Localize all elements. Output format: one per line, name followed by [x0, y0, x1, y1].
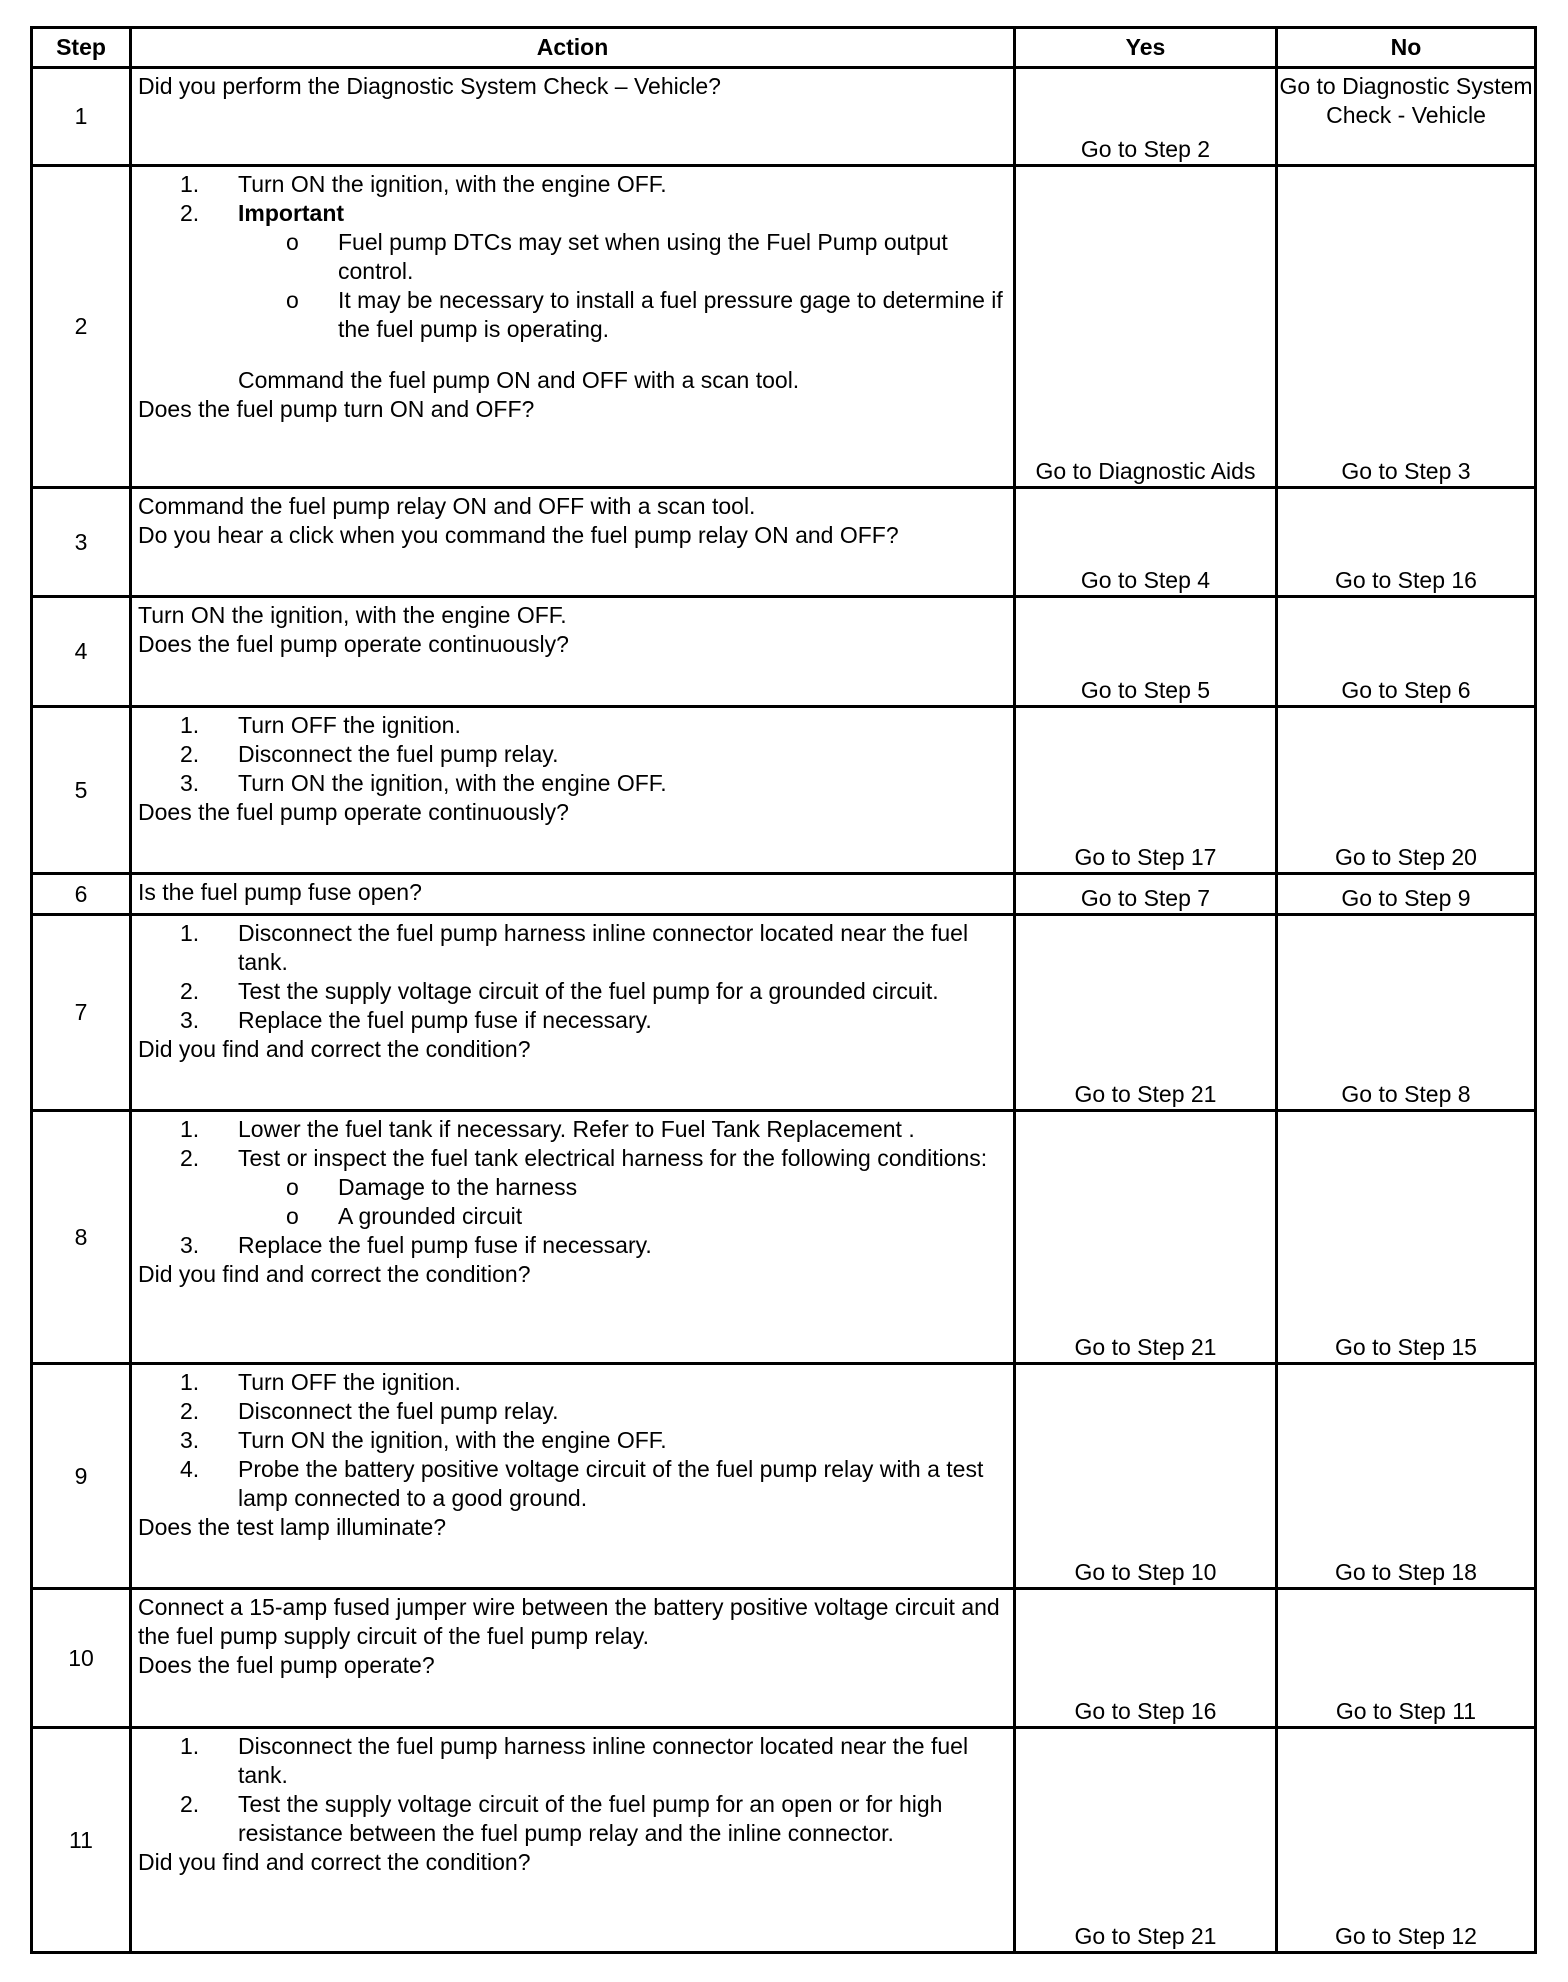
header-no: No	[1277, 28, 1536, 68]
header-action: Action	[131, 28, 1015, 68]
sub-list-item: o A grounded circuit	[286, 1203, 523, 1229]
question-text: Did you find and correct the condition?	[138, 1849, 531, 1875]
question-text: Does the fuel pump operate?	[138, 1652, 435, 1678]
action-text: Command the fuel pump relay ON and OFF with a scan tool.	[138, 493, 756, 519]
list-item: 2. Test the supply voltage circuit of the fuel pump for a grounded circuit.	[180, 978, 939, 1004]
table-row	[32, 707, 1536, 874]
action-cell	[131, 68, 1015, 166]
no-cell: Go to Diagnostic System Check - Vehicle	[1277, 68, 1536, 166]
question-text: Do you hear a click when you command the fuel pump relay ON and OFF?	[138, 522, 899, 548]
step-number: 2	[32, 166, 131, 488]
action-cell	[131, 1728, 1015, 1953]
yes-cell: Go to Step 21	[1015, 915, 1277, 1111]
yes-cell: Go to Step 17	[1015, 707, 1277, 874]
list-item: 4. Probe the battery positive voltage circuit of the fuel pump relay with a test lamp connected to a good ground.	[180, 1456, 984, 1511]
header-step: Step	[32, 28, 131, 68]
list-item: 3. Replace the fuel pump fuse if necessary.	[180, 1007, 652, 1033]
no-cell: Go to Step 9	[1277, 874, 1536, 915]
step-number: 11	[32, 1728, 131, 1953]
action-cell	[131, 915, 1015, 1111]
table-row	[32, 166, 1536, 488]
diagnostic-table	[30, 26, 1537, 1954]
step-list	[138, 1732, 1009, 1848]
action-text: Connect a 15-amp fused jumper wire between the battery positive voltage circuit and the fuel pump supply circuit of the fuel pump relay.	[138, 1594, 1000, 1649]
action-text: Turn ON the ignition, with the engine OFF.	[138, 602, 567, 628]
yes-cell: Go to Step 5	[1015, 597, 1277, 707]
action-cell	[131, 166, 1015, 488]
step-number: 5	[32, 707, 131, 874]
sub-list-item: o It may be necessary to install a fuel pressure gage to determine if the fuel pump is operating.	[286, 287, 1003, 342]
table-row	[32, 1364, 1536, 1589]
list-item: 2. Disconnect the fuel pump relay.	[180, 1398, 559, 1424]
question-text: Does the fuel pump operate continuously?	[138, 631, 569, 657]
yes-cell: Go to Step 2	[1015, 68, 1277, 166]
step-number: 3	[32, 488, 131, 597]
diagnostic-table-sheet	[30, 26, 1534, 1954]
action-cell	[131, 1589, 1015, 1728]
table-row	[32, 915, 1536, 1111]
step-number: 7	[32, 915, 131, 1111]
action-cell	[131, 597, 1015, 707]
step-list	[138, 919, 1009, 1035]
sub-list	[238, 228, 1009, 344]
step-number: 10	[32, 1589, 131, 1728]
table-row	[32, 68, 1536, 166]
yes-cell: Go to Step 21	[1015, 1111, 1277, 1364]
yes-cell: Go to Step 7	[1015, 874, 1277, 915]
yes-cell: Go to Step 16	[1015, 1589, 1277, 1728]
no-cell: Go to Step 15	[1277, 1111, 1536, 1364]
step-number: 8	[32, 1111, 131, 1364]
list-item: 1. Disconnect the fuel pump harness inline connector located near the fuel tank.	[180, 1733, 969, 1788]
question-text: Did you perform the Diagnostic System Check – Vehicle?	[138, 73, 721, 99]
header-row	[32, 28, 1536, 68]
action-cell	[131, 1364, 1015, 1589]
important-label: Important	[238, 200, 345, 226]
sub-list-item: o Fuel pump DTCs may set when using the Fuel Pump output control.	[286, 229, 948, 284]
step-list	[138, 1115, 1009, 1260]
question-text: Did you find and correct the condition?	[138, 1036, 531, 1062]
no-cell: Go to Step 20	[1277, 707, 1536, 874]
question-text: Did you find and correct the condition?	[138, 1261, 531, 1287]
list-item: 1. Disconnect the fuel pump harness inline connector located near the fuel tank.	[180, 920, 969, 975]
list-item: 2. Important o Fuel pump DTCs may set when using the Fuel Pump output control. o It may be necessary to install a fuel pressure gage to determine if the fuel pump is operating.	[238, 199, 1009, 344]
list-item: 1. Turn ON the ignition, with the engine OFF.	[180, 171, 667, 197]
sub-list	[238, 1173, 1009, 1231]
table-row	[32, 488, 1536, 597]
list-item: 3. Turn ON the ignition, with the engine OFF.	[180, 1427, 667, 1453]
step-number: 9	[32, 1364, 131, 1589]
step-number: 4	[32, 597, 131, 707]
no-cell: Go to Step 8	[1277, 915, 1536, 1111]
table-row	[32, 597, 1536, 707]
action-cell	[131, 1111, 1015, 1364]
no-cell: Go to Step 11	[1277, 1589, 1536, 1728]
table-row	[32, 1111, 1536, 1364]
no-cell: Go to Step 3	[1277, 166, 1536, 488]
no-cell: Go to Step 18	[1277, 1364, 1536, 1589]
question-text: Does the test lamp illuminate?	[138, 1514, 447, 1540]
step-list	[138, 1368, 1009, 1513]
yes-cell: Go to Step 21	[1015, 1728, 1277, 1953]
list-item: 2. Disconnect the fuel pump relay.	[180, 741, 559, 767]
action-cell	[131, 707, 1015, 874]
yes-cell: Go to Diagnostic Aids	[1015, 166, 1277, 488]
sub-list-item: o Damage to the harness	[286, 1174, 578, 1200]
no-cell: Go to Step 12	[1277, 1728, 1536, 1953]
step-list	[138, 711, 1009, 798]
list-item: 2. Test or inspect the fuel tank electrical harness for the following conditions: o Damage to the harness o A grounded circuit	[238, 1144, 1009, 1231]
step-list	[138, 170, 1009, 344]
action-cell	[131, 874, 1015, 915]
step-number: 6	[32, 874, 131, 915]
yes-cell: Go to Step 4	[1015, 488, 1277, 597]
action-cell	[131, 488, 1015, 597]
step-number: 1	[32, 68, 131, 166]
no-cell: Go to Step 16	[1277, 488, 1536, 597]
question-text: Does the fuel pump turn ON and OFF?	[138, 396, 535, 422]
list-item: 1. Turn OFF the ignition.	[180, 712, 461, 738]
list-item: 3. Turn ON the ignition, with the engine OFF.	[180, 770, 667, 796]
table-row	[32, 874, 1536, 915]
command-text: Command the fuel pump ON and OFF with a scan tool.	[238, 367, 800, 393]
no-cell: Go to Step 6	[1277, 597, 1536, 707]
table-row	[32, 1589, 1536, 1728]
header-yes: Yes	[1015, 28, 1277, 68]
list-item: 2. Test the supply voltage circuit of the fuel pump for an open or for high resistance between the fuel pump relay and the inline connector.	[180, 1791, 943, 1846]
list-item: 3. Replace the fuel pump fuse if necessary.	[180, 1232, 652, 1258]
yes-cell: Go to Step 10	[1015, 1364, 1277, 1589]
question-text: Is the fuel pump fuse open?	[138, 879, 422, 905]
table-row	[32, 1728, 1536, 1953]
question-text: Does the fuel pump operate continuously?	[138, 799, 569, 825]
list-item: 1. Lower the fuel tank if necessary. Refer to Fuel Tank Replacement .	[180, 1116, 915, 1142]
list-item: 1. Turn OFF the ignition.	[180, 1369, 461, 1395]
